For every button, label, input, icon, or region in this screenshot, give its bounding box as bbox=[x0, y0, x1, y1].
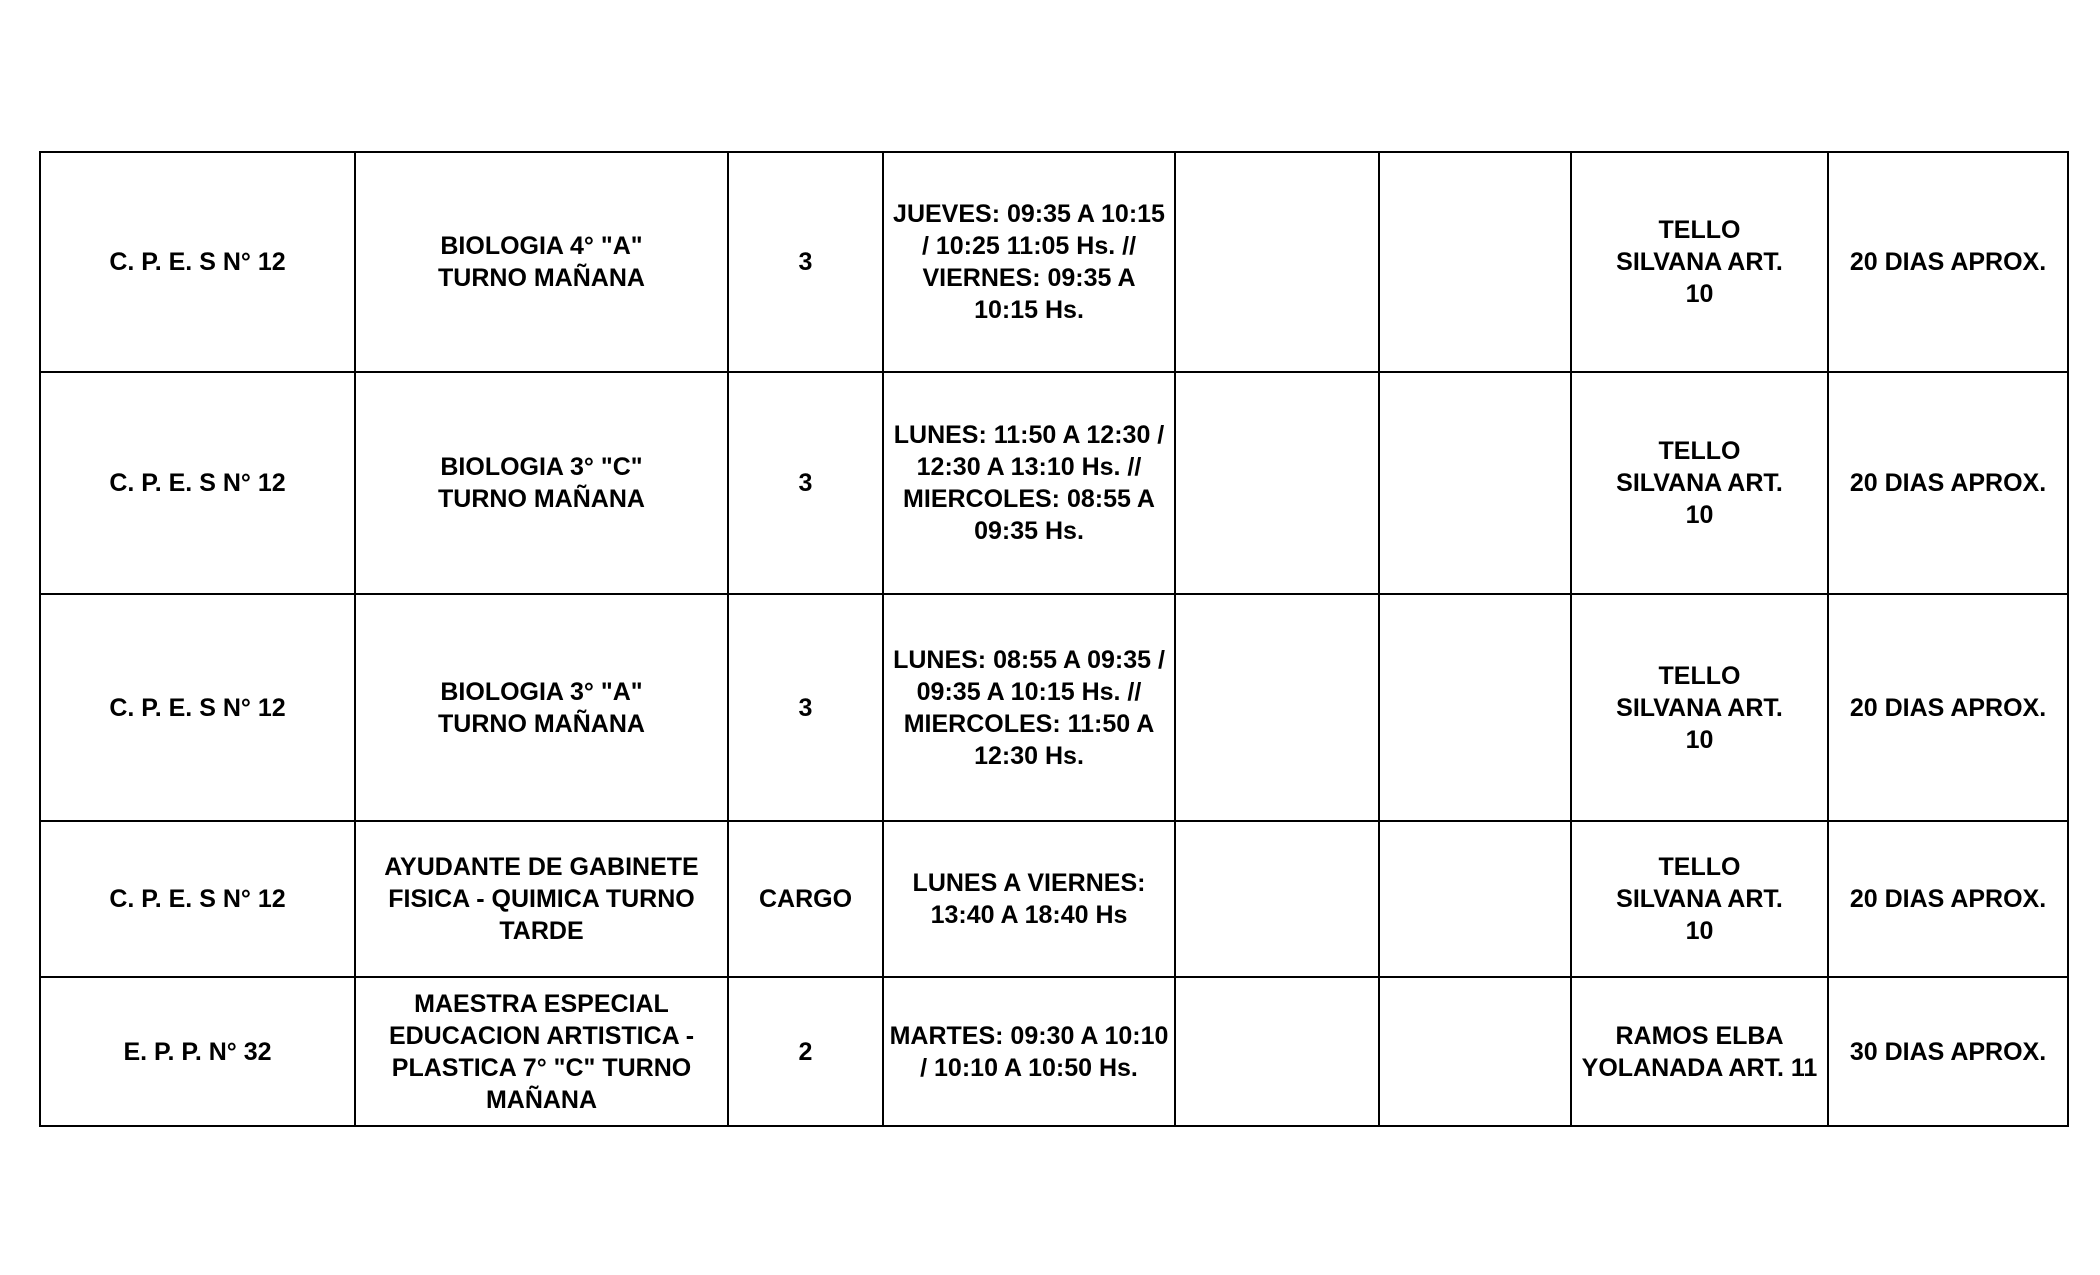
empty-cell bbox=[1379, 594, 1571, 821]
empty-cell bbox=[1379, 821, 1571, 977]
empty-cell bbox=[1379, 372, 1571, 594]
subject-cell: MAESTRA ESPECIAL EDUCACION ARTISTICA - PLASTICA 7° "C" TURNO MAÑANA bbox=[355, 977, 728, 1126]
teacher-cell: TELLO SILVANA ART. 10 bbox=[1571, 372, 1828, 594]
subject-cell: BIOLOGIA 4° "A" TURNO MAÑANA bbox=[355, 152, 728, 372]
school-cell: C. P. E. S N° 12 bbox=[40, 372, 355, 594]
schedule-cell: JUEVES: 09:35 A 10:15 / 10:25 11:05 Hs. // VIERNES: 09:35 A 10:15 Hs. bbox=[883, 152, 1175, 372]
teacher-cell: RAMOS ELBA YOLANADA ART. 11 bbox=[1571, 977, 1828, 1126]
teacher-cell: TELLO SILVANA ART. 10 bbox=[1571, 821, 1828, 977]
empty-cell bbox=[1175, 977, 1379, 1126]
school-cell: C. P. E. S N° 12 bbox=[40, 594, 355, 821]
table-row bbox=[40, 821, 2068, 977]
table-row bbox=[40, 594, 2068, 821]
hours-cell: CARGO bbox=[728, 821, 883, 977]
schedule-cell: LUNES A VIERNES: 13:40 A 18:40 Hs bbox=[883, 821, 1175, 977]
table-row bbox=[40, 152, 2068, 372]
teacher-cell: TELLO SILVANA ART. 10 bbox=[1571, 594, 1828, 821]
duration-cell: 20 DIAS APROX. bbox=[1828, 152, 2068, 372]
subject-cell: BIOLOGIA 3° "A" TURNO MAÑANA bbox=[355, 594, 728, 821]
schedule-cell: MARTES: 09:30 A 10:10 / 10:10 A 10:50 Hs. bbox=[883, 977, 1175, 1126]
empty-cell bbox=[1175, 821, 1379, 977]
table-row bbox=[40, 977, 2068, 1126]
empty-cell bbox=[1175, 372, 1379, 594]
schedule-cell: LUNES: 11:50 A 12:30 / 12:30 A 13:10 Hs. // MIERCOLES: 08:55 A 09:35 Hs. bbox=[883, 372, 1175, 594]
hours-cell: 3 bbox=[728, 372, 883, 594]
subject-cell: AYUDANTE DE GABINETE FISICA - QUIMICA TURNO TARDE bbox=[355, 821, 728, 977]
empty-cell bbox=[1379, 977, 1571, 1126]
teacher-cell: TELLO SILVANA ART. 10 bbox=[1571, 152, 1828, 372]
hours-cell: 3 bbox=[728, 152, 883, 372]
school-cell: C. P. E. S N° 12 bbox=[40, 821, 355, 977]
hours-cell: 3 bbox=[728, 594, 883, 821]
empty-cell bbox=[1175, 594, 1379, 821]
school-cell: E. P. P. N° 32 bbox=[40, 977, 355, 1126]
empty-cell bbox=[1379, 152, 1571, 372]
duration-cell: 30 DIAS APROX. bbox=[1828, 977, 2068, 1126]
duration-cell: 20 DIAS APROX. bbox=[1828, 821, 2068, 977]
subject-cell: BIOLOGIA 3° "C" TURNO MAÑANA bbox=[355, 372, 728, 594]
duration-cell: 20 DIAS APROX. bbox=[1828, 594, 2068, 821]
schedule-cell: LUNES: 08:55 A 09:35 / 09:35 A 10:15 Hs. // MIERCOLES: 11:50 A 12:30 Hs. bbox=[883, 594, 1175, 821]
table-row bbox=[40, 372, 2068, 594]
duration-cell: 20 DIAS APROX. bbox=[1828, 372, 2068, 594]
vacancy-table bbox=[39, 151, 2069, 1127]
empty-cell bbox=[1175, 152, 1379, 372]
hours-cell: 2 bbox=[728, 977, 883, 1126]
school-cell: C. P. E. S N° 12 bbox=[40, 152, 355, 372]
